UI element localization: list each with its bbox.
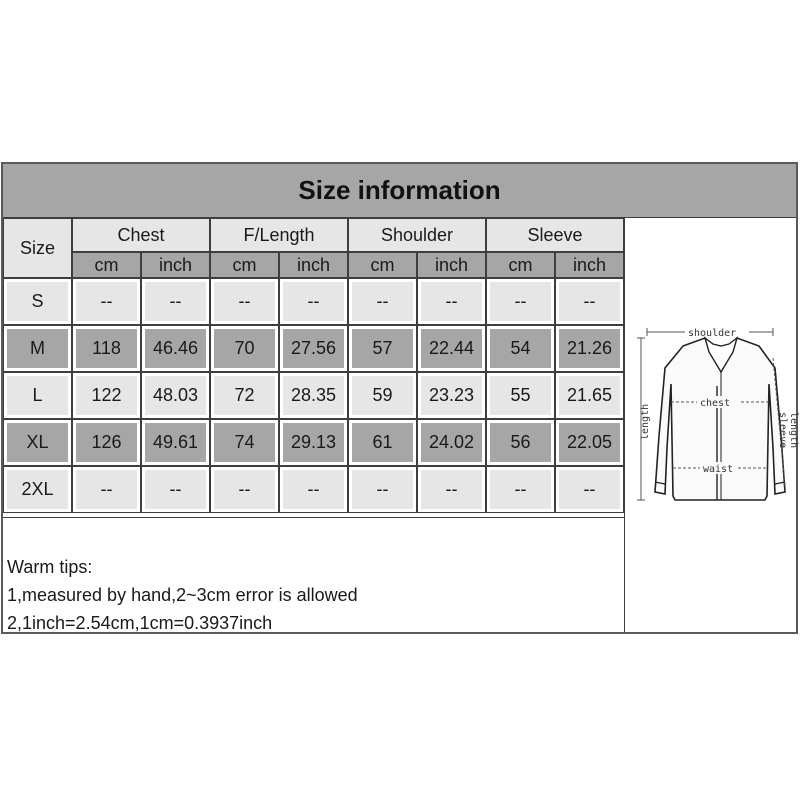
- table-cell: --: [417, 466, 486, 513]
- chest-label: chest: [700, 398, 731, 409]
- table-cell: --: [72, 466, 141, 513]
- table-cell: 21.65: [555, 372, 624, 419]
- unit-header: inch: [279, 252, 348, 278]
- unit-header: cm: [486, 252, 555, 278]
- table-cell: 28.35: [279, 372, 348, 419]
- table-cell: 54: [486, 325, 555, 372]
- shoulder-label: shoulder: [688, 328, 737, 339]
- table-cell: --: [210, 466, 279, 513]
- length-label: length: [640, 403, 651, 440]
- unit-header: inch: [141, 252, 210, 278]
- table-cell: 61: [348, 419, 417, 466]
- table-cell: 56: [486, 419, 555, 466]
- table-cell: --: [417, 278, 486, 325]
- waist-label: waist: [703, 464, 734, 475]
- table-cell: --: [348, 466, 417, 513]
- column-group-header: F/Length: [210, 218, 348, 252]
- unit-header: inch: [417, 252, 486, 278]
- size-cell: XL: [3, 419, 72, 466]
- table-cell: 48.03: [141, 372, 210, 419]
- sleeve-label-2: length: [788, 412, 799, 449]
- unit-header: cm: [348, 252, 417, 278]
- table-cell: 27.56: [279, 325, 348, 372]
- table-cell: 59: [348, 372, 417, 419]
- table-cell: 126: [72, 419, 141, 466]
- shirt-diagram-panel: [624, 218, 799, 632]
- table-cell: --: [210, 278, 279, 325]
- table-cell: 22.05: [555, 419, 624, 466]
- table-cell: --: [279, 466, 348, 513]
- size-column-header: Size: [3, 218, 72, 278]
- table-cell: --: [486, 278, 555, 325]
- table-cell: 122: [72, 372, 141, 419]
- size-chart: [1, 162, 798, 634]
- table-cell: 22.44: [417, 325, 486, 372]
- tips-heading: Warm tips:: [7, 557, 93, 577]
- table-cell: 118: [72, 325, 141, 372]
- tips-line-1: 1,measured by hand,2~3cm error is allowed: [7, 585, 358, 605]
- table-cell: 46.46: [141, 325, 210, 372]
- table-cell: 29.13: [279, 419, 348, 466]
- table-cell: --: [486, 466, 555, 513]
- table-cell: 21.26: [555, 325, 624, 372]
- table-cell: 55: [486, 372, 555, 419]
- table-cell: --: [141, 278, 210, 325]
- shirt-diagram: [625, 218, 797, 632]
- table-cell: --: [72, 278, 141, 325]
- unit-header: inch: [555, 252, 624, 278]
- table-cell: --: [555, 466, 624, 513]
- table-cell: --: [348, 278, 417, 325]
- column-group-header: Sleeve: [486, 218, 624, 252]
- size-cell: L: [3, 372, 72, 419]
- table-cell: 23.23: [417, 372, 486, 419]
- table-cell: 24.02: [417, 419, 486, 466]
- warm-tips: [3, 517, 624, 632]
- table-cell: 72: [210, 372, 279, 419]
- table-cell: 49.61: [141, 419, 210, 466]
- unit-header: cm: [72, 252, 141, 278]
- column-group-header: Chest: [72, 218, 210, 252]
- unit-header: cm: [210, 252, 279, 278]
- tips-line-2: 2,1inch=2.54cm,1cm=0.3937inch: [7, 613, 273, 633]
- table-cell: 57: [348, 325, 417, 372]
- column-group-header: Shoulder: [348, 218, 486, 252]
- table-cell: --: [555, 278, 624, 325]
- chart-title: Size information: [3, 164, 796, 218]
- size-cell: 2XL: [3, 466, 72, 513]
- table-cell: 70: [210, 325, 279, 372]
- sleeve-label-1: sleeve: [777, 412, 788, 449]
- table-cell: 74: [210, 419, 279, 466]
- table-cell: --: [141, 466, 210, 513]
- size-cell: M: [3, 325, 72, 372]
- table-cell: --: [279, 278, 348, 325]
- size-cell: S: [3, 278, 72, 325]
